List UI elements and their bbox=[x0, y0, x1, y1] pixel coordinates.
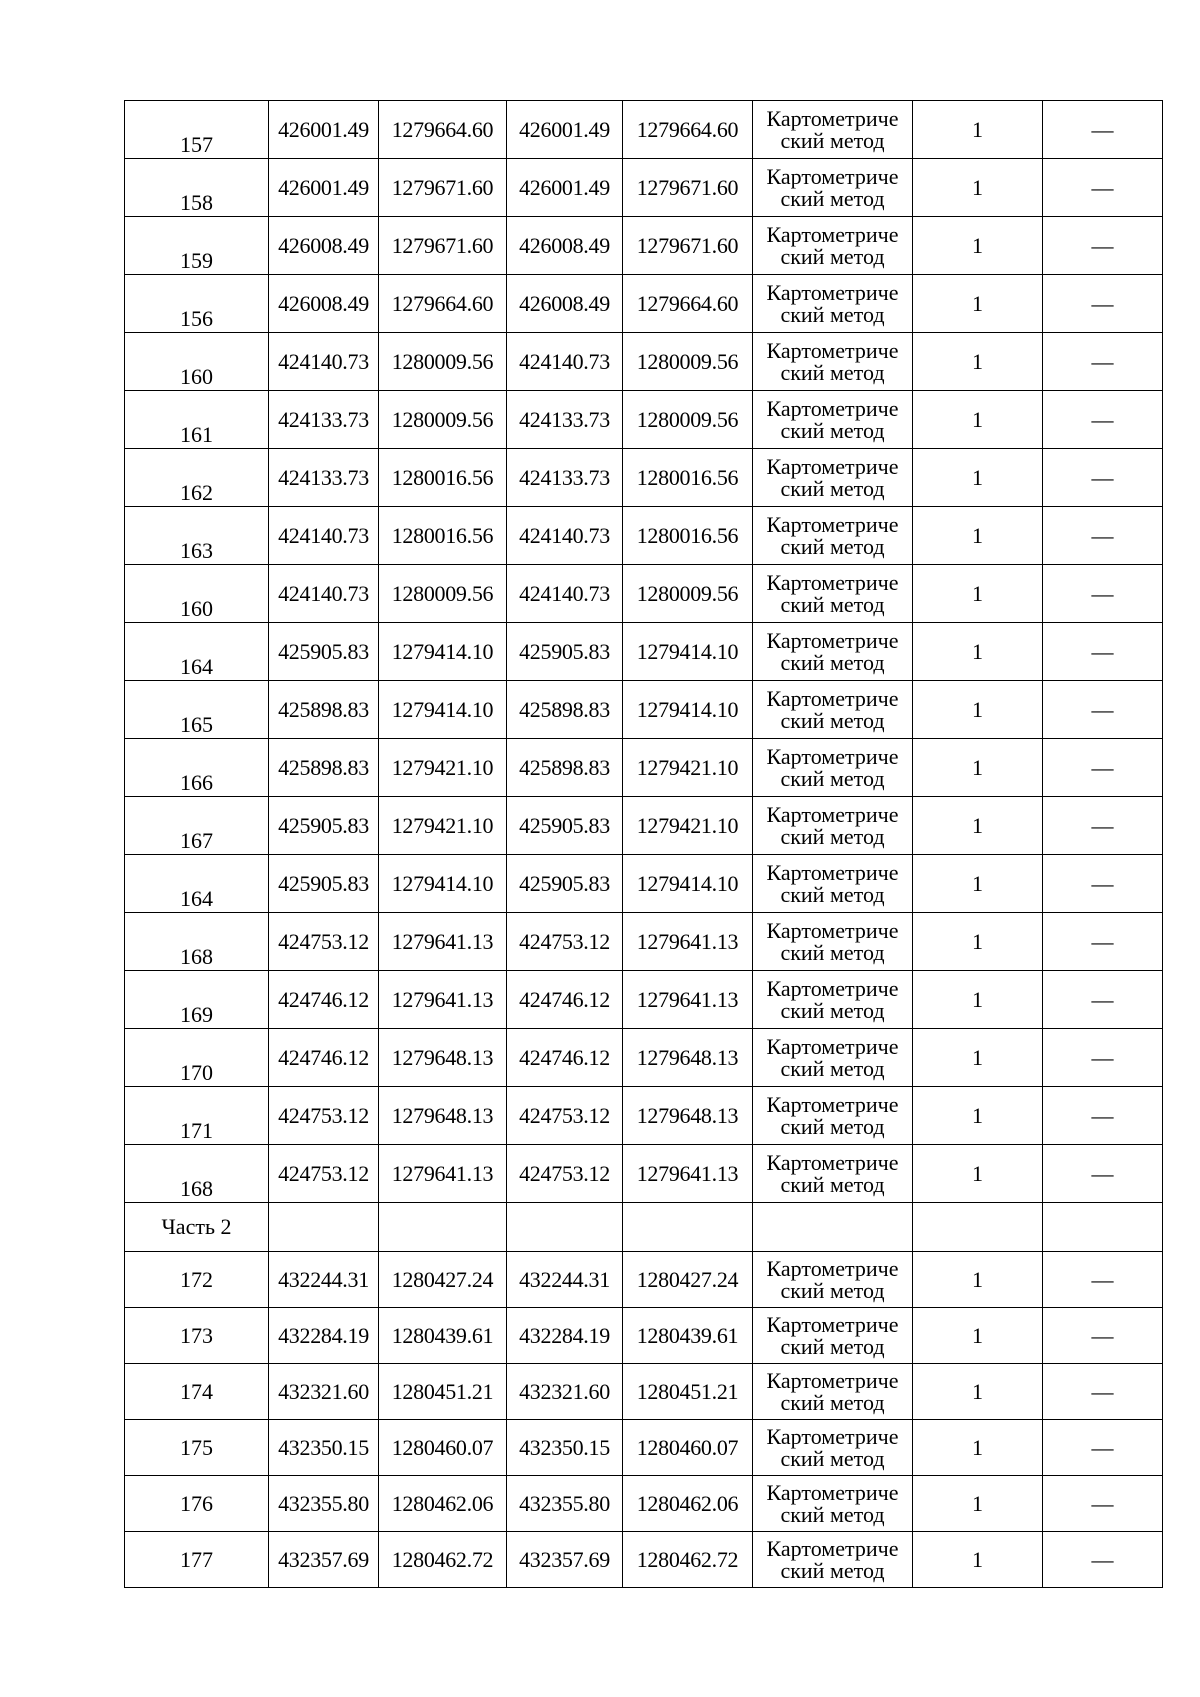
table-row bbox=[125, 507, 1163, 565]
method-cell bbox=[753, 565, 913, 623]
accuracy-cell: 1 bbox=[913, 1252, 1043, 1308]
method-line-2: ский метод bbox=[780, 707, 885, 733]
coord-y-cell: 1279414.10 bbox=[623, 855, 753, 913]
point-number: 164 bbox=[125, 855, 269, 913]
coord-y-cell: 1280427.24 bbox=[379, 1252, 507, 1308]
method-line-2: ский метод bbox=[780, 1113, 885, 1139]
method-line-1: Картометриче bbox=[766, 743, 899, 769]
point-number: 168 bbox=[125, 1145, 269, 1203]
point-number: 159 bbox=[125, 217, 269, 275]
table-row bbox=[125, 623, 1163, 681]
method-line-2: ский метод bbox=[780, 823, 885, 849]
coord-y-cell: 1280462.06 bbox=[379, 1476, 507, 1532]
method-line-1: Картометриче bbox=[766, 1255, 899, 1281]
table-row bbox=[125, 1252, 1163, 1308]
accuracy-cell: 1 bbox=[913, 333, 1043, 391]
coord-y-cell: 1280016.56 bbox=[623, 507, 753, 565]
method-line-2: ский метод bbox=[780, 765, 885, 791]
table-row bbox=[125, 681, 1163, 739]
coord-x-cell: 425905.83 bbox=[269, 855, 379, 913]
point-number: 169 bbox=[125, 971, 269, 1029]
coord-y-cell: 1279664.60 bbox=[379, 275, 507, 333]
coord-x-cell: 424746.12 bbox=[269, 971, 379, 1029]
coord-x-cell: 432284.19 bbox=[269, 1308, 379, 1364]
table-row bbox=[125, 971, 1163, 1029]
coord-x-cell: 424140.73 bbox=[507, 333, 623, 391]
method-line-2: ский метод bbox=[780, 997, 885, 1023]
method-cell bbox=[753, 217, 913, 275]
accuracy-cell: 1 bbox=[913, 159, 1043, 217]
coord-x-cell: 432355.80 bbox=[507, 1476, 623, 1532]
table-row bbox=[125, 1087, 1163, 1145]
coord-x-cell: 424753.12 bbox=[269, 913, 379, 971]
coord-y-cell: 1280016.56 bbox=[379, 449, 507, 507]
coord-y-cell: 1280009.56 bbox=[379, 565, 507, 623]
coord-x-cell: 424753.12 bbox=[507, 1087, 623, 1145]
method-cell bbox=[753, 913, 913, 971]
accuracy-cell: 1 bbox=[913, 681, 1043, 739]
method-line-2: ский метод bbox=[780, 1501, 885, 1527]
method-line-1: Картометриче bbox=[766, 1311, 899, 1337]
part-header-row bbox=[125, 1203, 1163, 1252]
method-line-1: Картометриче bbox=[766, 1479, 899, 1505]
dash-cell: — bbox=[1043, 1308, 1163, 1364]
empty-cell bbox=[379, 1203, 507, 1252]
coord-x-cell: 424753.12 bbox=[269, 1145, 379, 1203]
accuracy-cell: 1 bbox=[913, 1029, 1043, 1087]
coord-y-cell: 1279414.10 bbox=[379, 681, 507, 739]
table-row bbox=[125, 391, 1163, 449]
point-number: 170 bbox=[125, 1029, 269, 1087]
dash-cell: — bbox=[1043, 1029, 1163, 1087]
coord-y-cell: 1280439.61 bbox=[379, 1308, 507, 1364]
coord-y-cell: 1279641.13 bbox=[379, 971, 507, 1029]
method-line-1: Картометриче bbox=[766, 105, 899, 131]
table-row bbox=[125, 1029, 1163, 1087]
coord-y-cell: 1280451.21 bbox=[623, 1364, 753, 1420]
part-label: Часть 2 bbox=[125, 1203, 269, 1252]
dash-cell: — bbox=[1043, 971, 1163, 1029]
accuracy-cell: 1 bbox=[913, 449, 1043, 507]
method-cell bbox=[753, 159, 913, 217]
accuracy-cell: 1 bbox=[913, 1308, 1043, 1364]
coord-y-cell: 1280460.07 bbox=[623, 1420, 753, 1476]
coord-x-cell: 424746.12 bbox=[507, 971, 623, 1029]
coord-y-cell: 1280016.56 bbox=[623, 449, 753, 507]
table-body bbox=[125, 101, 1163, 1588]
method-line-1: Картометриче bbox=[766, 917, 899, 943]
coord-x-cell: 432321.60 bbox=[269, 1364, 379, 1420]
method-cell bbox=[753, 623, 913, 681]
coord-y-cell: 1279671.60 bbox=[379, 159, 507, 217]
coord-y-cell: 1280016.56 bbox=[379, 507, 507, 565]
coord-x-cell: 432244.31 bbox=[507, 1252, 623, 1308]
empty-cell bbox=[913, 1203, 1043, 1252]
method-line-1: Картометриче bbox=[766, 511, 899, 537]
method-line-2: ский метод bbox=[780, 1055, 885, 1081]
dash-cell: — bbox=[1043, 1420, 1163, 1476]
method-cell bbox=[753, 1476, 913, 1532]
method-cell bbox=[753, 507, 913, 565]
coord-x-cell: 432284.19 bbox=[507, 1308, 623, 1364]
point-number: 160 bbox=[125, 333, 269, 391]
coord-x-cell: 424140.73 bbox=[269, 333, 379, 391]
point-number: 172 bbox=[125, 1252, 269, 1308]
dash-cell: — bbox=[1043, 1145, 1163, 1203]
dash-cell: — bbox=[1043, 913, 1163, 971]
method-cell bbox=[753, 855, 913, 913]
table-row bbox=[125, 217, 1163, 275]
table-row bbox=[125, 1308, 1163, 1364]
empty-cell bbox=[623, 1203, 753, 1252]
empty-cell bbox=[753, 1203, 913, 1252]
accuracy-cell: 1 bbox=[913, 101, 1043, 159]
method-line-2: ский метод bbox=[780, 881, 885, 907]
point-number: 157 bbox=[125, 101, 269, 159]
coord-y-cell: 1279641.13 bbox=[623, 1145, 753, 1203]
coord-x-cell: 432350.15 bbox=[507, 1420, 623, 1476]
point-number: 171 bbox=[125, 1087, 269, 1145]
method-line-2: ский метод bbox=[780, 1171, 885, 1197]
method-line-1: Картометриче bbox=[766, 859, 899, 885]
empty-cell bbox=[1043, 1203, 1163, 1252]
method-cell bbox=[753, 1029, 913, 1087]
dash-cell: — bbox=[1043, 1476, 1163, 1532]
method-cell bbox=[753, 333, 913, 391]
empty-cell bbox=[269, 1203, 379, 1252]
coord-x-cell: 432357.69 bbox=[507, 1532, 623, 1588]
coord-x-cell: 425905.83 bbox=[507, 855, 623, 913]
dash-cell: — bbox=[1043, 449, 1163, 507]
coord-y-cell: 1279414.10 bbox=[623, 623, 753, 681]
method-cell bbox=[753, 1087, 913, 1145]
point-number: 160 bbox=[125, 565, 269, 623]
dash-cell: — bbox=[1043, 623, 1163, 681]
table-row bbox=[125, 275, 1163, 333]
method-line-1: Картометриче bbox=[766, 975, 899, 1001]
method-line-1: Картометриче bbox=[766, 627, 899, 653]
coord-x-cell: 426008.49 bbox=[269, 217, 379, 275]
method-cell bbox=[753, 739, 913, 797]
dash-cell: — bbox=[1043, 565, 1163, 623]
table-row bbox=[125, 449, 1163, 507]
accuracy-cell: 1 bbox=[913, 1476, 1043, 1532]
accuracy-cell: 1 bbox=[913, 797, 1043, 855]
coord-y-cell: 1279641.13 bbox=[623, 971, 753, 1029]
coordinates-table bbox=[124, 100, 1163, 1588]
coord-x-cell: 425898.83 bbox=[507, 681, 623, 739]
coord-x-cell: 424746.12 bbox=[269, 1029, 379, 1087]
dash-cell: — bbox=[1043, 101, 1163, 159]
coord-y-cell: 1279641.13 bbox=[623, 913, 753, 971]
coord-y-cell: 1279664.60 bbox=[623, 101, 753, 159]
point-number: 163 bbox=[125, 507, 269, 565]
accuracy-cell: 1 bbox=[913, 391, 1043, 449]
point-number: 176 bbox=[125, 1476, 269, 1532]
dash-cell: — bbox=[1043, 507, 1163, 565]
point-number: 156 bbox=[125, 275, 269, 333]
method-line-2: ский метод bbox=[780, 1389, 885, 1415]
method-line-2: ский метод bbox=[780, 185, 885, 211]
coord-x-cell: 424140.73 bbox=[269, 507, 379, 565]
method-line-2: ский метод bbox=[780, 127, 885, 153]
accuracy-cell: 1 bbox=[913, 855, 1043, 913]
coord-x-cell: 424140.73 bbox=[269, 565, 379, 623]
point-number: 162 bbox=[125, 449, 269, 507]
coord-x-cell: 426001.49 bbox=[507, 101, 623, 159]
method-line-2: ский метод bbox=[780, 533, 885, 559]
point-number: 173 bbox=[125, 1308, 269, 1364]
coord-y-cell: 1280009.56 bbox=[623, 565, 753, 623]
method-cell bbox=[753, 1308, 913, 1364]
table-row bbox=[125, 1145, 1163, 1203]
coord-y-cell: 1280427.24 bbox=[623, 1252, 753, 1308]
dash-cell: — bbox=[1043, 217, 1163, 275]
coord-y-cell: 1279421.10 bbox=[623, 797, 753, 855]
coord-x-cell: 424746.12 bbox=[507, 1029, 623, 1087]
coord-y-cell: 1279671.60 bbox=[623, 217, 753, 275]
coord-y-cell: 1280460.07 bbox=[379, 1420, 507, 1476]
dash-cell: — bbox=[1043, 1364, 1163, 1420]
coord-x-cell: 426001.49 bbox=[269, 159, 379, 217]
method-line-1: Картометриче bbox=[766, 337, 899, 363]
dash-cell: — bbox=[1043, 333, 1163, 391]
method-line-2: ский метод bbox=[780, 649, 885, 675]
coord-x-cell: 424140.73 bbox=[507, 565, 623, 623]
accuracy-cell: 1 bbox=[913, 507, 1043, 565]
coord-y-cell: 1279671.60 bbox=[379, 217, 507, 275]
dash-cell: — bbox=[1043, 1087, 1163, 1145]
method-cell bbox=[753, 1364, 913, 1420]
accuracy-cell: 1 bbox=[913, 913, 1043, 971]
method-line-2: ский метод bbox=[780, 1277, 885, 1303]
dash-cell: — bbox=[1043, 391, 1163, 449]
table-row bbox=[125, 913, 1163, 971]
coord-y-cell: 1280439.61 bbox=[623, 1308, 753, 1364]
coord-y-cell: 1280009.56 bbox=[623, 391, 753, 449]
coord-x-cell: 432321.60 bbox=[507, 1364, 623, 1420]
coord-y-cell: 1279641.13 bbox=[379, 913, 507, 971]
coord-y-cell: 1280009.56 bbox=[379, 333, 507, 391]
coord-y-cell: 1280462.72 bbox=[623, 1532, 753, 1588]
method-cell bbox=[753, 1420, 913, 1476]
accuracy-cell: 1 bbox=[913, 623, 1043, 681]
coord-y-cell: 1279671.60 bbox=[623, 159, 753, 217]
method-line-1: Картометриче bbox=[766, 1091, 899, 1117]
method-line-1: Картометриче bbox=[766, 1149, 899, 1175]
coord-x-cell: 424133.73 bbox=[269, 391, 379, 449]
coord-x-cell: 424133.73 bbox=[507, 449, 623, 507]
coord-x-cell: 424140.73 bbox=[507, 507, 623, 565]
method-line-1: Картометриче bbox=[766, 685, 899, 711]
method-line-1: Картометриче bbox=[766, 1423, 899, 1449]
coord-x-cell: 424753.12 bbox=[507, 1145, 623, 1203]
table-row bbox=[125, 739, 1163, 797]
method-line-1: Картометриче bbox=[766, 395, 899, 421]
table-row bbox=[125, 159, 1163, 217]
point-number: 161 bbox=[125, 391, 269, 449]
coord-x-cell: 426008.49 bbox=[269, 275, 379, 333]
coord-x-cell: 426001.49 bbox=[269, 101, 379, 159]
method-line-2: ский метод bbox=[780, 591, 885, 617]
accuracy-cell: 1 bbox=[913, 1420, 1043, 1476]
table-row bbox=[125, 797, 1163, 855]
point-number: 158 bbox=[125, 159, 269, 217]
coord-x-cell: 424133.73 bbox=[269, 449, 379, 507]
coord-y-cell: 1279648.13 bbox=[379, 1029, 507, 1087]
table-row bbox=[125, 101, 1163, 159]
method-cell bbox=[753, 1532, 913, 1588]
dash-cell: — bbox=[1043, 159, 1163, 217]
coord-x-cell: 426008.49 bbox=[507, 217, 623, 275]
point-number: 167 bbox=[125, 797, 269, 855]
coord-y-cell: 1280009.56 bbox=[379, 391, 507, 449]
dash-cell: — bbox=[1043, 1532, 1163, 1588]
method-line-2: ский метод bbox=[780, 1445, 885, 1471]
method-line-2: ский метод bbox=[780, 359, 885, 385]
table-row bbox=[125, 333, 1163, 391]
coord-x-cell: 432350.15 bbox=[269, 1420, 379, 1476]
method-line-1: Картометриче bbox=[766, 1033, 899, 1059]
point-number: 165 bbox=[125, 681, 269, 739]
coord-x-cell: 432244.31 bbox=[269, 1252, 379, 1308]
method-line-1: Картометриче bbox=[766, 1535, 899, 1561]
method-line-2: ский метод bbox=[780, 301, 885, 327]
dash-cell: — bbox=[1043, 681, 1163, 739]
coord-y-cell: 1280462.06 bbox=[623, 1476, 753, 1532]
accuracy-cell: 1 bbox=[913, 217, 1043, 275]
method-line-1: Картометриче bbox=[766, 801, 899, 827]
dash-cell: — bbox=[1043, 855, 1163, 913]
method-cell bbox=[753, 449, 913, 507]
point-number: 166 bbox=[125, 739, 269, 797]
method-line-2: ский метод bbox=[780, 939, 885, 965]
method-cell bbox=[753, 1145, 913, 1203]
method-cell bbox=[753, 1252, 913, 1308]
table-row bbox=[125, 855, 1163, 913]
coord-y-cell: 1279664.60 bbox=[623, 275, 753, 333]
coord-x-cell: 425905.83 bbox=[269, 797, 379, 855]
coord-y-cell: 1279641.13 bbox=[379, 1145, 507, 1203]
dash-cell: — bbox=[1043, 1252, 1163, 1308]
method-cell bbox=[753, 275, 913, 333]
coord-x-cell: 426001.49 bbox=[507, 159, 623, 217]
method-line-2: ский метод bbox=[780, 1557, 885, 1583]
coord-y-cell: 1279648.13 bbox=[623, 1087, 753, 1145]
method-line-2: ский метод bbox=[780, 243, 885, 269]
coord-x-cell: 432355.80 bbox=[269, 1476, 379, 1532]
accuracy-cell: 1 bbox=[913, 739, 1043, 797]
coord-y-cell: 1279648.13 bbox=[623, 1029, 753, 1087]
point-number: 174 bbox=[125, 1364, 269, 1420]
accuracy-cell: 1 bbox=[913, 1532, 1043, 1588]
accuracy-cell: 1 bbox=[913, 275, 1043, 333]
point-number: 168 bbox=[125, 913, 269, 971]
coord-y-cell: 1279664.60 bbox=[379, 101, 507, 159]
method-cell bbox=[753, 681, 913, 739]
coord-x-cell: 425905.83 bbox=[269, 623, 379, 681]
coord-x-cell: 425898.83 bbox=[507, 739, 623, 797]
dash-cell: — bbox=[1043, 275, 1163, 333]
method-line-1: Картометриче bbox=[766, 221, 899, 247]
method-cell bbox=[753, 101, 913, 159]
coord-x-cell: 425905.83 bbox=[507, 623, 623, 681]
dash-cell: — bbox=[1043, 739, 1163, 797]
accuracy-cell: 1 bbox=[913, 1364, 1043, 1420]
method-line-1: Картометриче bbox=[766, 1367, 899, 1393]
method-cell bbox=[753, 391, 913, 449]
coord-y-cell: 1279648.13 bbox=[379, 1087, 507, 1145]
table-row bbox=[125, 1532, 1163, 1588]
coord-y-cell: 1279421.10 bbox=[379, 797, 507, 855]
coord-x-cell: 425898.83 bbox=[269, 739, 379, 797]
table-row bbox=[125, 1364, 1163, 1420]
coord-y-cell: 1280451.21 bbox=[379, 1364, 507, 1420]
coord-y-cell: 1280009.56 bbox=[623, 333, 753, 391]
accuracy-cell: 1 bbox=[913, 1145, 1043, 1203]
table-row bbox=[125, 1476, 1163, 1532]
coord-y-cell: 1279421.10 bbox=[379, 739, 507, 797]
coord-x-cell: 425905.83 bbox=[507, 797, 623, 855]
coord-x-cell: 424753.12 bbox=[269, 1087, 379, 1145]
coord-y-cell: 1279414.10 bbox=[623, 681, 753, 739]
coord-x-cell: 432357.69 bbox=[269, 1532, 379, 1588]
coord-x-cell: 424753.12 bbox=[507, 913, 623, 971]
dash-cell: — bbox=[1043, 797, 1163, 855]
method-line-1: Картометриче bbox=[766, 453, 899, 479]
coord-x-cell: 425898.83 bbox=[269, 681, 379, 739]
method-line-1: Картометриче bbox=[766, 163, 899, 189]
accuracy-cell: 1 bbox=[913, 971, 1043, 1029]
method-line-1: Картометриче bbox=[766, 279, 899, 305]
point-number: 164 bbox=[125, 623, 269, 681]
method-line-2: ский метод bbox=[780, 475, 885, 501]
coord-y-cell: 1279421.10 bbox=[623, 739, 753, 797]
coord-y-cell: 1280462.72 bbox=[379, 1532, 507, 1588]
accuracy-cell: 1 bbox=[913, 1087, 1043, 1145]
point-number: 177 bbox=[125, 1532, 269, 1588]
method-line-1: Картометриче bbox=[766, 569, 899, 595]
method-cell bbox=[753, 971, 913, 1029]
coord-y-cell: 1279414.10 bbox=[379, 623, 507, 681]
method-line-2: ский метод bbox=[780, 417, 885, 443]
coord-x-cell: 424133.73 bbox=[507, 391, 623, 449]
method-line-2: ский метод bbox=[780, 1333, 885, 1359]
empty-cell bbox=[507, 1203, 623, 1252]
table-row bbox=[125, 1420, 1163, 1476]
coord-y-cell: 1279414.10 bbox=[379, 855, 507, 913]
table-row bbox=[125, 565, 1163, 623]
method-cell bbox=[753, 797, 913, 855]
point-number: 175 bbox=[125, 1420, 269, 1476]
coord-x-cell: 426008.49 bbox=[507, 275, 623, 333]
accuracy-cell: 1 bbox=[913, 565, 1043, 623]
